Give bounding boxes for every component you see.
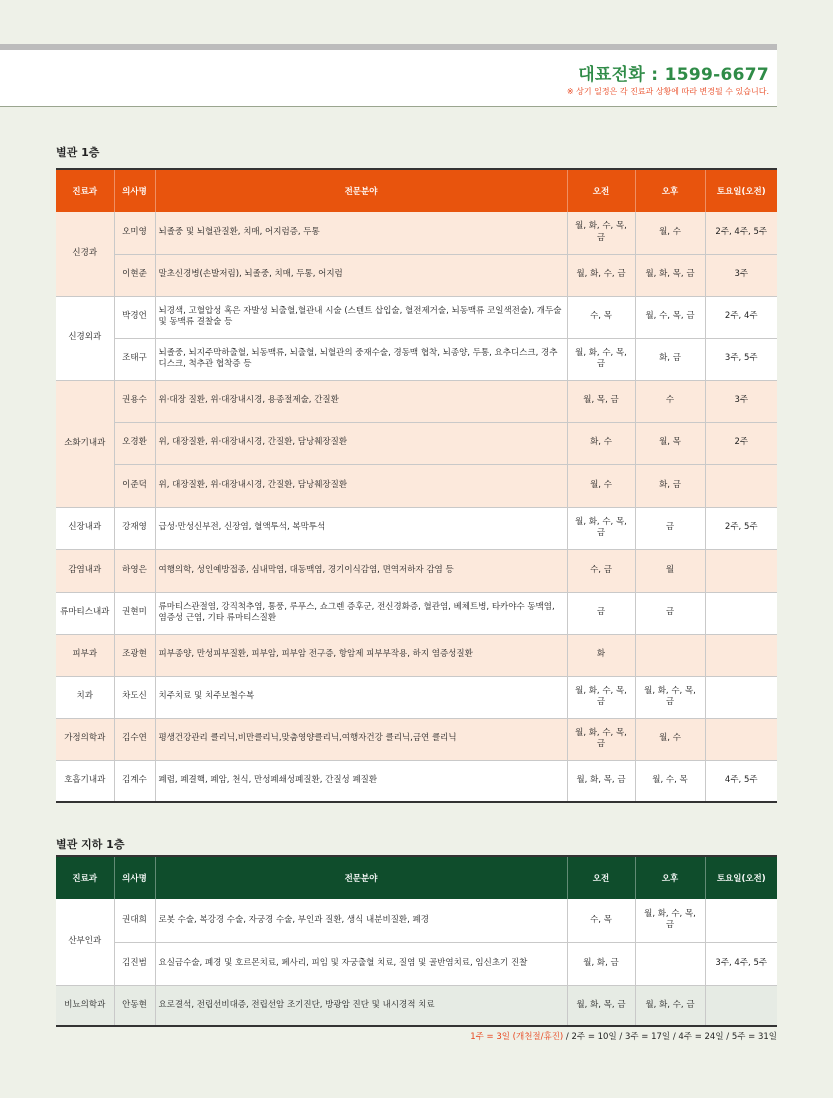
am-cell: 월, 화, 수, 금 [567, 254, 635, 296]
pm-cell: 금 [635, 592, 705, 634]
dept-cell: 신장내과 [56, 507, 114, 549]
col-specialty: 전문분야 [155, 169, 567, 212]
doctor-cell: 조광현 [114, 634, 155, 676]
specialty-cell: 위·대장 질환, 위·대장내시경, 용종절제술, 간질환 [155, 380, 567, 422]
sat-cell: 3주 [705, 380, 777, 422]
am-cell: 월, 수 [567, 464, 635, 507]
specialty-cell: 로봇 수술, 복강경 수술, 자궁경 수술, 부인과 질환, 생식 내분비질환, 폐경 [155, 899, 567, 942]
pm-cell: 월, 수, 목 [635, 760, 705, 802]
sat-cell: 4주, 5주 [705, 760, 777, 802]
sat-cell [705, 899, 777, 942]
sat-cell [705, 676, 777, 718]
am-cell: 수, 목 [567, 899, 635, 942]
sat-cell [705, 549, 777, 592]
schedule-table-1f [56, 168, 777, 803]
col-sat: 토요일(오전) [705, 856, 777, 899]
pm-cell: 화, 금 [635, 338, 705, 380]
pm-cell: 월, 수, 목, 금 [635, 296, 705, 338]
dept-cell: 소화기내과 [56, 380, 114, 507]
am-cell: 월, 화, 수, 목, 금 [567, 676, 635, 718]
dept-cell: 감염내과 [56, 549, 114, 592]
table-row [56, 718, 777, 760]
table-row [56, 760, 777, 802]
table-row [56, 507, 777, 549]
doctor-cell: 권대희 [114, 899, 155, 942]
am-cell: 화, 수 [567, 422, 635, 464]
pm-cell: 월, 목 [635, 422, 705, 464]
am-cell: 금 [567, 592, 635, 634]
specialty-cell: 류마티스관절염, 강직척추염, 통풍, 루푸스, 쇼그렌 증후군, 전신경화증, 혈관염, 베체트병, 타카야수 동맥염, 염증성 근염, 기타 류마티스질환 [155, 592, 567, 634]
col-pm: 오후 [635, 169, 705, 212]
header-bar [0, 50, 777, 107]
sat-cell: 2주, 4주 [705, 296, 777, 338]
doctor-cell: 강재영 [114, 507, 155, 549]
am-cell: 월, 화, 수, 목, 금 [567, 507, 635, 549]
doctor-cell: 이현준 [114, 254, 155, 296]
schedule-table-b1 [56, 855, 777, 1027]
doctor-cell: 이준덕 [114, 464, 155, 507]
footnote-rest: / 2주 = 10일 / 3주 = 17일 / 4주 = 24일 / 5주 = 31일 [563, 1032, 777, 1042]
doctor-cell: 권용수 [114, 380, 155, 422]
doctor-cell: 오경환 [114, 422, 155, 464]
table-row [56, 380, 777, 422]
sat-cell: 3주, 4주, 5주 [705, 942, 777, 985]
sat-cell: 3주 [705, 254, 777, 296]
specialty-cell: 치주치료 및 치주보철수복 [155, 676, 567, 718]
pm-cell: 수 [635, 380, 705, 422]
am-cell: 월, 화, 목, 금 [567, 760, 635, 802]
table-row [56, 338, 777, 380]
pm-cell [635, 634, 705, 676]
table-row [56, 592, 777, 634]
dept-cell: 치과 [56, 676, 114, 718]
col-doctor: 의사명 [114, 856, 155, 899]
table-row [56, 212, 777, 254]
specialty-cell: 피부종양, 만성피부질환, 피부암, 피부암 전구증, 항암제 피부부작용, 하지 염증성질환 [155, 634, 567, 676]
dept-cell: 비뇨의학과 [56, 985, 114, 1026]
pm-cell: 월, 수 [635, 212, 705, 254]
sat-cell [705, 985, 777, 1026]
col-am: 오전 [567, 169, 635, 212]
am-cell: 월, 화, 수, 목, 금 [567, 718, 635, 760]
dept-cell: 류마티스내과 [56, 592, 114, 634]
section2-title: 별관 지하 1층 [56, 838, 125, 851]
specialty-cell: 말초신경병(손발저림), 뇌졸중, 치매, 두통, 어지럼 [155, 254, 567, 296]
specialty-cell: 뇌졸중 및 뇌혈관질환, 치매, 어지럼증, 두통 [155, 212, 567, 254]
pm-cell: 월, 화, 수, 목, 금 [635, 899, 705, 942]
table-row [56, 942, 777, 985]
specialty-cell: 요로결석, 전립선비대증, 전립선암 조기진단, 방광암 진단 및 내시경적 치료 [155, 985, 567, 1026]
dept-cell: 피부과 [56, 634, 114, 676]
table-row [56, 634, 777, 676]
sat-cell: 2주, 5주 [705, 507, 777, 549]
doctor-cell: 조태구 [114, 338, 155, 380]
doctor-cell: 김수연 [114, 718, 155, 760]
pm-cell: 월, 화, 수, 금 [635, 985, 705, 1026]
col-am: 오전 [567, 856, 635, 899]
sat-cell: 3주, 5주 [705, 338, 777, 380]
pm-cell: 월, 수 [635, 718, 705, 760]
doctor-cell: 김계수 [114, 760, 155, 802]
specialty-cell: 급성·만성신부전, 신장염, 혈액투석, 복막투석 [155, 507, 567, 549]
footnote-highlight: 1주 = 3일 (개천절/휴진) [470, 1032, 564, 1042]
specialty-cell: 평생건강관리 클리닉,비만클리닉,맞춤영양클리닉,여행자건강 클리닉,금연 클리닉 [155, 718, 567, 760]
specialty-cell: 뇌경색, 고혈압성 혹은 자발성 뇌출혈,혈관내 시술 (스텐트 삽입술, 혈전제거술, 뇌동맥류 코일색전술), 개두술 및 동맥류 결찰술 등 [155, 296, 567, 338]
col-dept: 진료과 [56, 169, 114, 212]
table-header-row [56, 169, 777, 212]
table-row [56, 422, 777, 464]
table-row [56, 464, 777, 507]
doctor-cell: 박경언 [114, 296, 155, 338]
table-row [56, 899, 777, 942]
pm-cell [635, 942, 705, 985]
table-header-row [56, 856, 777, 899]
sat-cell [705, 634, 777, 676]
specialty-cell: 요실금수술, 폐경 및 호르몬치료, 페사리, 피임 및 자궁출혈 치료, 질염 및 골반염치료, 임신초기 진찰 [155, 942, 567, 985]
sat-cell [705, 592, 777, 634]
pm-cell: 월, 화, 목, 금 [635, 254, 705, 296]
pm-cell: 월, 화, 수, 목, 금 [635, 676, 705, 718]
table-row [56, 676, 777, 718]
section1-title: 별관 1층 [56, 146, 100, 159]
sat-cell: 2주, 4주, 5주 [705, 212, 777, 254]
dept-cell: 가정의학과 [56, 718, 114, 760]
am-cell: 월, 목, 금 [567, 380, 635, 422]
dept-cell: 산부인과 [56, 899, 114, 985]
table-row [56, 549, 777, 592]
pm-cell: 화, 금 [635, 464, 705, 507]
specialty-cell: 폐렴, 폐결핵, 폐암, 천식, 만성폐쇄성폐질환, 간질성 폐질환 [155, 760, 567, 802]
specialty-cell: 위, 대장질환, 위·대장내시경, 간질환, 담낭췌장질환 [155, 422, 567, 464]
am-cell: 월, 화, 수, 목, 금 [567, 338, 635, 380]
table-row [56, 254, 777, 296]
specialty-cell: 여행의학, 성인예방접종, 심내막염, 대동맥염, 경기이식감염, 면역저하자 감염 등 [155, 549, 567, 592]
am-cell: 수, 금 [567, 549, 635, 592]
table-row [56, 985, 777, 1026]
specialty-cell: 위, 대장질환, 위·대장내시경, 간질환, 담낭췌장질환 [155, 464, 567, 507]
am-cell: 화 [567, 634, 635, 676]
am-cell: 수, 목 [567, 296, 635, 338]
doctor-cell: 김진범 [114, 942, 155, 985]
week-footnote [470, 1030, 777, 1042]
main-phone: 대표전화 : 1599-6677 [578, 65, 769, 85]
dept-cell: 호흡기내과 [56, 760, 114, 802]
pm-cell: 금 [635, 507, 705, 549]
doctor-cell: 권현미 [114, 592, 155, 634]
am-cell: 월, 화, 목, 금 [567, 985, 635, 1026]
am-cell: 월, 화, 금 [567, 942, 635, 985]
sat-cell [705, 464, 777, 507]
dept-cell: 신경외과 [56, 296, 114, 380]
dept-cell: 신경과 [56, 212, 114, 296]
am-cell: 월, 화, 수, 목, 금 [567, 212, 635, 254]
table-row [56, 296, 777, 338]
col-specialty: 전문분야 [155, 856, 567, 899]
pm-cell: 월 [635, 549, 705, 592]
schedule-note: ※ 상기 일정은 각 진료과 상황에 따라 변경될 수 있습니다. [566, 87, 769, 96]
doctor-cell: 안동현 [114, 985, 155, 1026]
col-pm: 오후 [635, 856, 705, 899]
doctor-cell: 하영은 [114, 549, 155, 592]
sat-cell [705, 718, 777, 760]
doctor-cell: 차도신 [114, 676, 155, 718]
sat-cell: 2주 [705, 422, 777, 464]
col-sat: 토요일(오전) [705, 169, 777, 212]
col-dept: 진료과 [56, 856, 114, 899]
specialty-cell: 뇌졸중, 뇌지주막하출혈, 뇌동맥류, 뇌출혈, 뇌혈관의 중재수술, 경동맥 협착, 뇌종양, 두통, 요추디스크, 경추 디스크, 척추관 협착증 등 [155, 338, 567, 380]
col-doctor: 의사명 [114, 169, 155, 212]
doctor-cell: 오미영 [114, 212, 155, 254]
